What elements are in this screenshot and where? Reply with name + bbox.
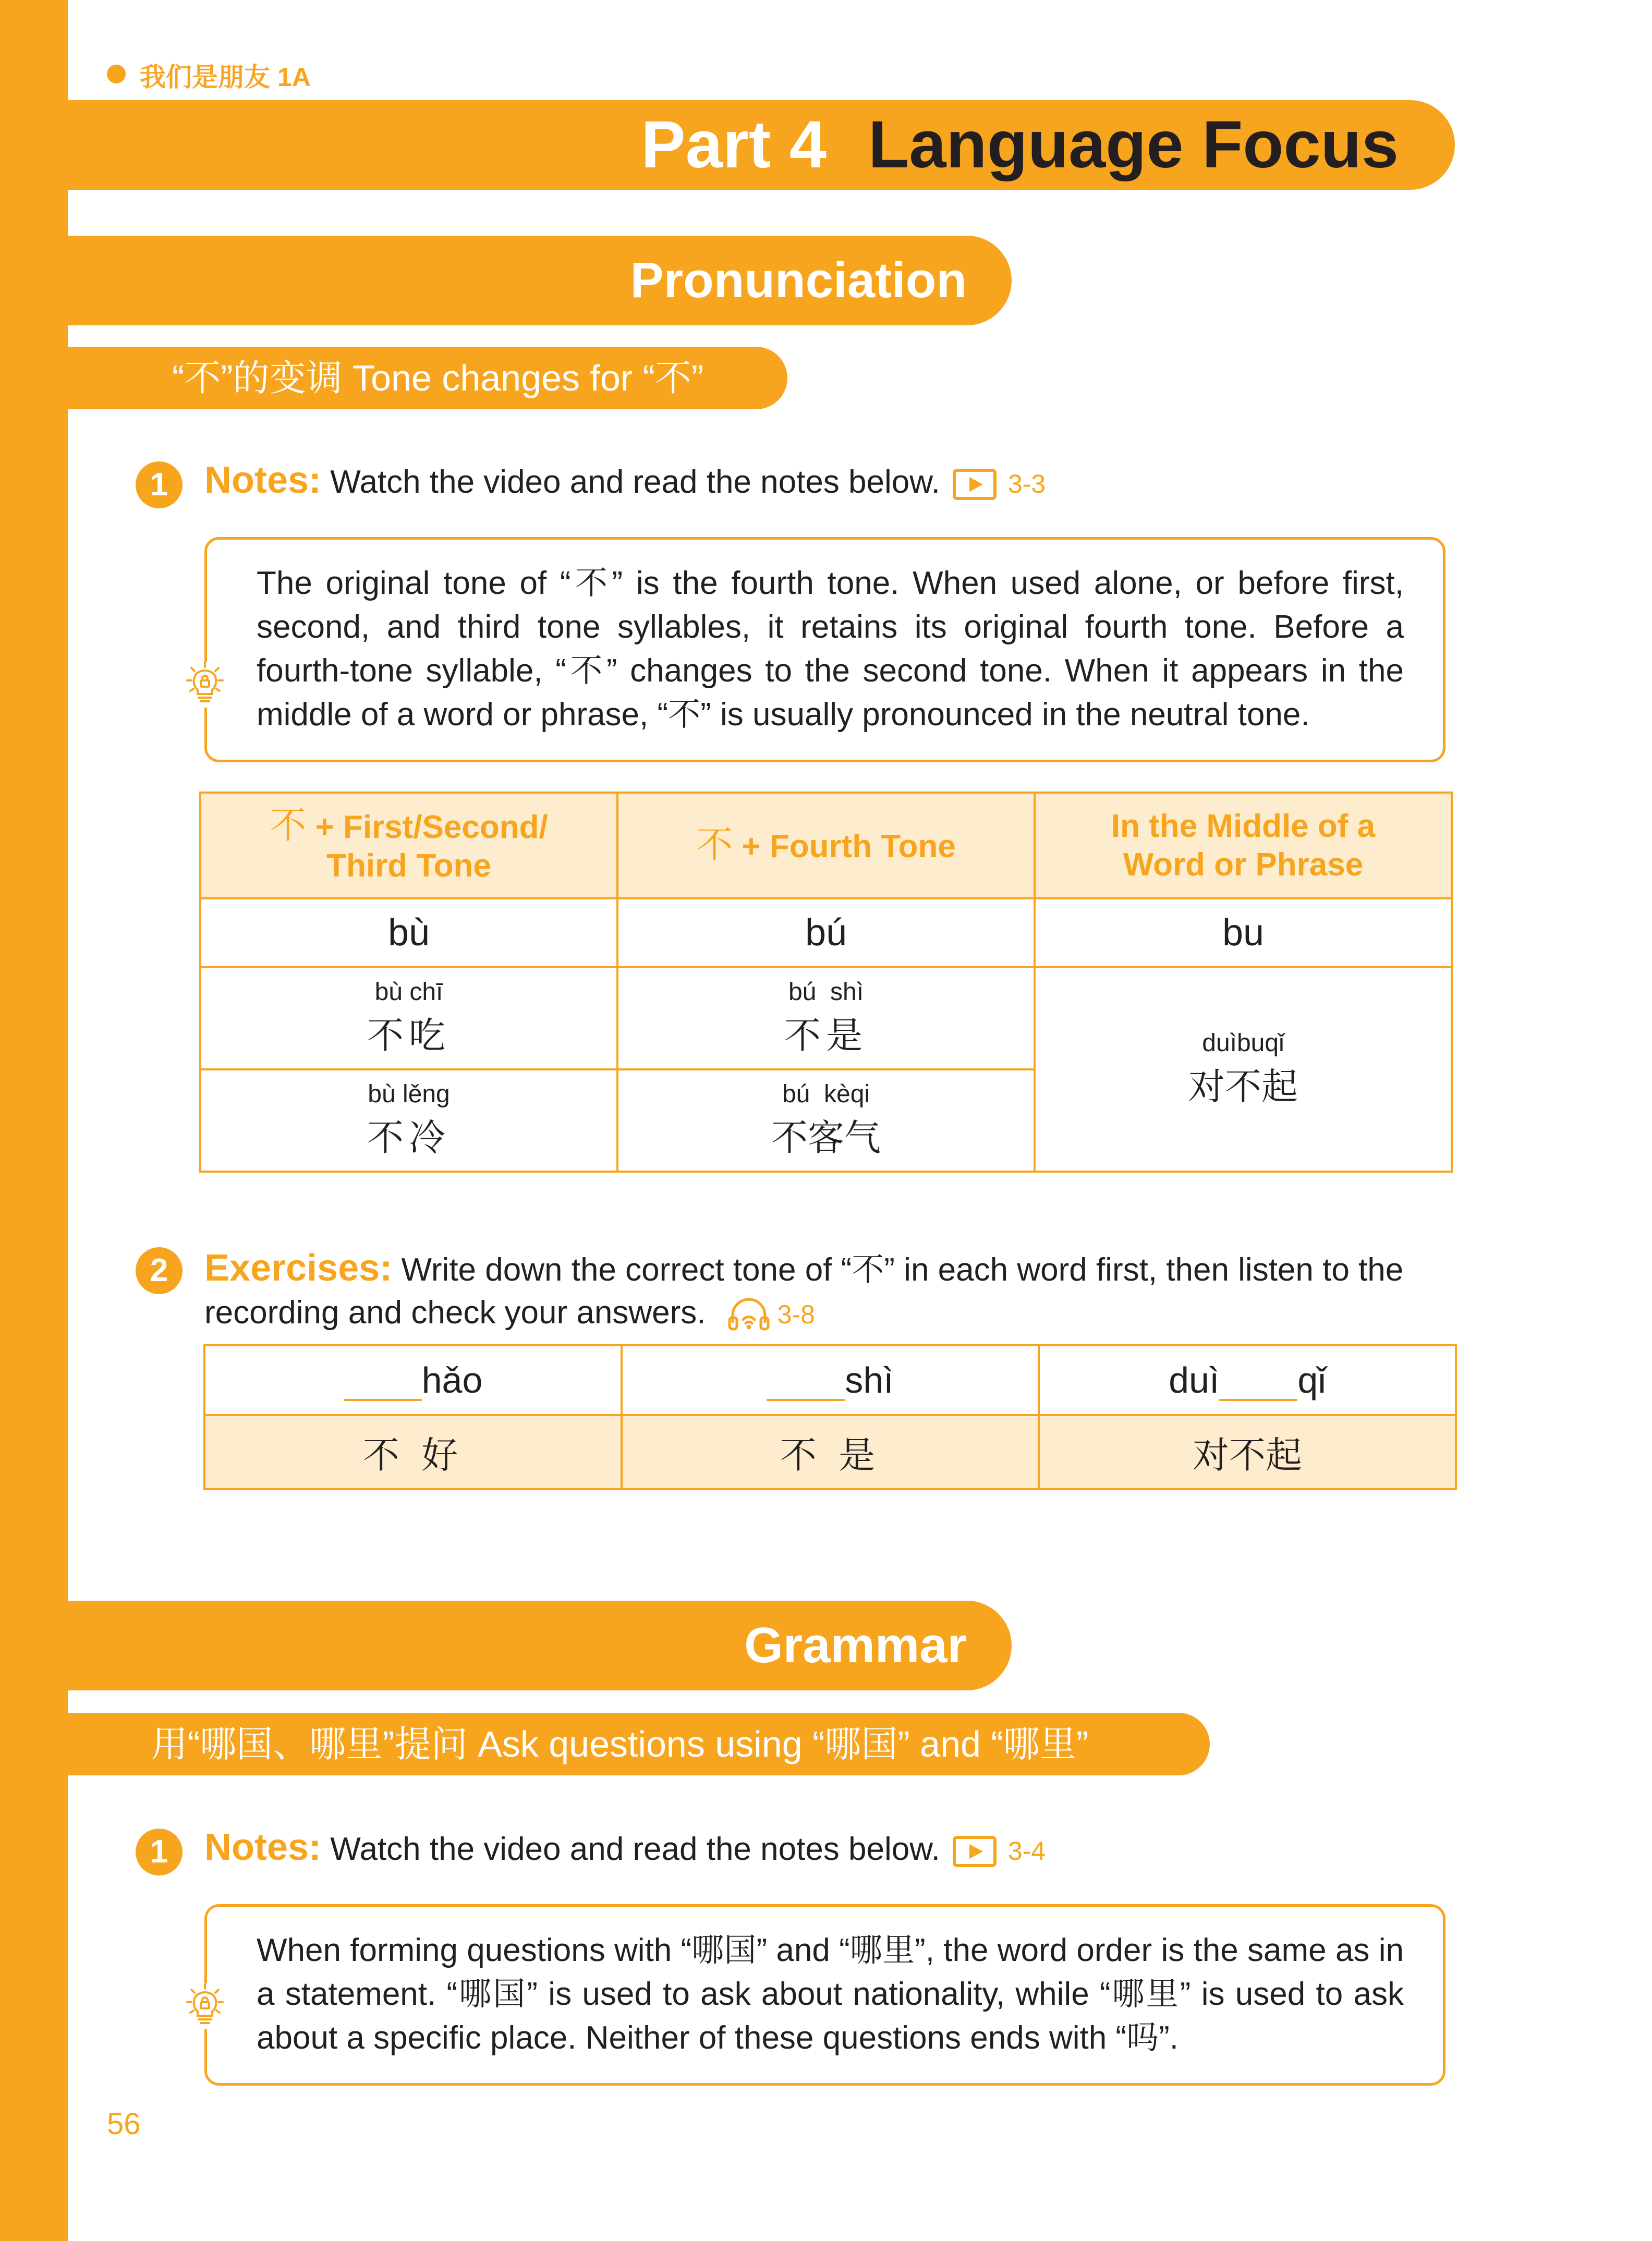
pronunciation-topic-label: “不”的变调 Tone changes for “不” [172, 358, 704, 398]
grammar-notes-instruction [204, 1826, 1046, 1869]
grammar-note-text: When forming questions with “哪国” and “哪里”, the word order is the same as in a statement. “哪国” is used to ask about nationality, while “哪里” is used to ask about a specific place. Neither of these questions ends with “吗”. [257, 1932, 1404, 2056]
headphones-icon[interactable] [725, 1297, 772, 1333]
video-icon[interactable] [953, 1836, 997, 1867]
tone-table [199, 791, 1453, 1173]
grammar-notes-instruction-text: Watch the video and read the notes below. [330, 1831, 940, 1867]
example-pinyin: bú shì [788, 978, 864, 1006]
example-pinyin: duìbuqǐ [1202, 1029, 1284, 1057]
grammar-heading [68, 1601, 1012, 1690]
tone-header-3 [1035, 793, 1452, 898]
header-line1: In the Middle of a [1111, 808, 1376, 844]
exercise-pinyin-text: hǎo [421, 1360, 483, 1400]
exercise-pinyin-3 [1039, 1345, 1456, 1415]
tone-bu0: bu [1035, 898, 1452, 967]
grammar-video-ref: 3-4 [1007, 1836, 1046, 1866]
header-hz: 不 [696, 823, 733, 866]
tone-blank-input[interactable] [1219, 1368, 1297, 1401]
exercise-pinyin-2 [622, 1345, 1039, 1415]
video-icon[interactable] [953, 469, 997, 500]
lightbulb-icon [180, 660, 230, 710]
example-pinyin: bù chī [374, 978, 443, 1006]
tone-header-1 [200, 793, 617, 898]
header-line1: + First/Second/ [306, 809, 548, 845]
exercise-hanzi-3: 对不起 [1039, 1415, 1456, 1489]
example-hanzi: 不吃 [367, 1014, 451, 1057]
notes-instruction-text: Watch the video and read the notes below. [330, 464, 940, 500]
exercises-keyword: Exercises: [204, 1247, 393, 1289]
grammar-topic-label: 用“哪国、哪里”提问 Ask questions using “哪国” and “哪里” [151, 1724, 1089, 1764]
book-title: 我们是朋友 1A [140, 63, 311, 92]
tone-blank-input[interactable] [767, 1368, 845, 1401]
notes-keyword: Notes: [204, 459, 322, 501]
header-line2: Third Tone [326, 847, 491, 884]
exercise-hanzi-1: 不 好 [204, 1415, 622, 1489]
grammar-note-box [204, 1904, 1446, 2086]
exercise-table [203, 1344, 1457, 1490]
title-banner [68, 100, 1455, 190]
example-cell [200, 967, 617, 1069]
part-number: Part 4 [641, 107, 827, 182]
notes-number: 1 [136, 461, 183, 508]
page-title [641, 100, 1399, 190]
pronunciation-note-box [204, 537, 1446, 762]
header-line2: Word or Phrase [1123, 846, 1364, 883]
grammar-label: Grammar [744, 1617, 967, 1673]
exercises-instruction [204, 1244, 1403, 1290]
example-hanzi: 不客气 [771, 1116, 881, 1159]
tone-bu2: bú [617, 898, 1035, 967]
tone-blank-input[interactable] [344, 1368, 422, 1401]
grammar-notes-number: 1 [136, 1829, 183, 1875]
exercises-instruction-line2 [204, 1294, 815, 1333]
tone-header-2 [617, 793, 1035, 898]
pronunciation-note-text: The original tone of “不” is the fourth tone. When used alone, or before first, second, and third tone syllables, it retains its original fourth tone. Before a fourth-tone syllable, “不” changes to the second tone. When it appears in the middle of a word or phrase, “不” is usually pronounced in the neutral tone. [257, 565, 1404, 733]
exercise-pinyin-text: shì [845, 1360, 894, 1400]
example-hanzi: 对不起 [1188, 1065, 1298, 1108]
exercise-pinyin-before: duì [1169, 1360, 1220, 1400]
example-merged-cell [1035, 967, 1452, 1172]
tone-bu4: bù [200, 898, 617, 967]
example-cell [617, 967, 1035, 1069]
example-pinyin: bú kèqi [782, 1080, 870, 1108]
exercise-hanzi-2: 不 是 [622, 1415, 1039, 1489]
left-margin-bar [0, 0, 68, 2241]
pronunciation-label: Pronunciation [630, 252, 967, 308]
notes-instruction [204, 459, 1046, 502]
header-hz: 不 [270, 803, 307, 847]
example-hanzi: 不冷 [367, 1116, 451, 1159]
exercise-pinyin-1 [204, 1345, 622, 1415]
exercises-instruction-text: Write down the correct tone of “不” in each word first, then listen to the [401, 1252, 1404, 1288]
example-pinyin: bù lěng [368, 1080, 450, 1108]
example-cell [200, 1069, 617, 1172]
grammar-notes-keyword: Notes: [204, 1826, 322, 1868]
header-line1: + Fourth Tone [733, 828, 956, 864]
example-cell [617, 1069, 1035, 1172]
page-number: 56 [107, 2107, 141, 2141]
lightbulb-icon [180, 1981, 230, 2031]
exercises-number: 2 [136, 1247, 183, 1294]
video-ref: 3-3 [1007, 469, 1046, 498]
exercise-pinyin-text: qǐ [1297, 1360, 1326, 1400]
header-bullet [107, 65, 126, 83]
part-name: Language Focus [868, 107, 1399, 182]
exercises-instruction-text2: recording and check your answers. [204, 1295, 706, 1331]
pronunciation-topic [68, 347, 787, 409]
grammar-topic [68, 1713, 1210, 1775]
audio-ref: 3-8 [777, 1300, 815, 1329]
example-hanzi: 不是 [784, 1014, 868, 1057]
pronunciation-heading [68, 236, 1012, 325]
